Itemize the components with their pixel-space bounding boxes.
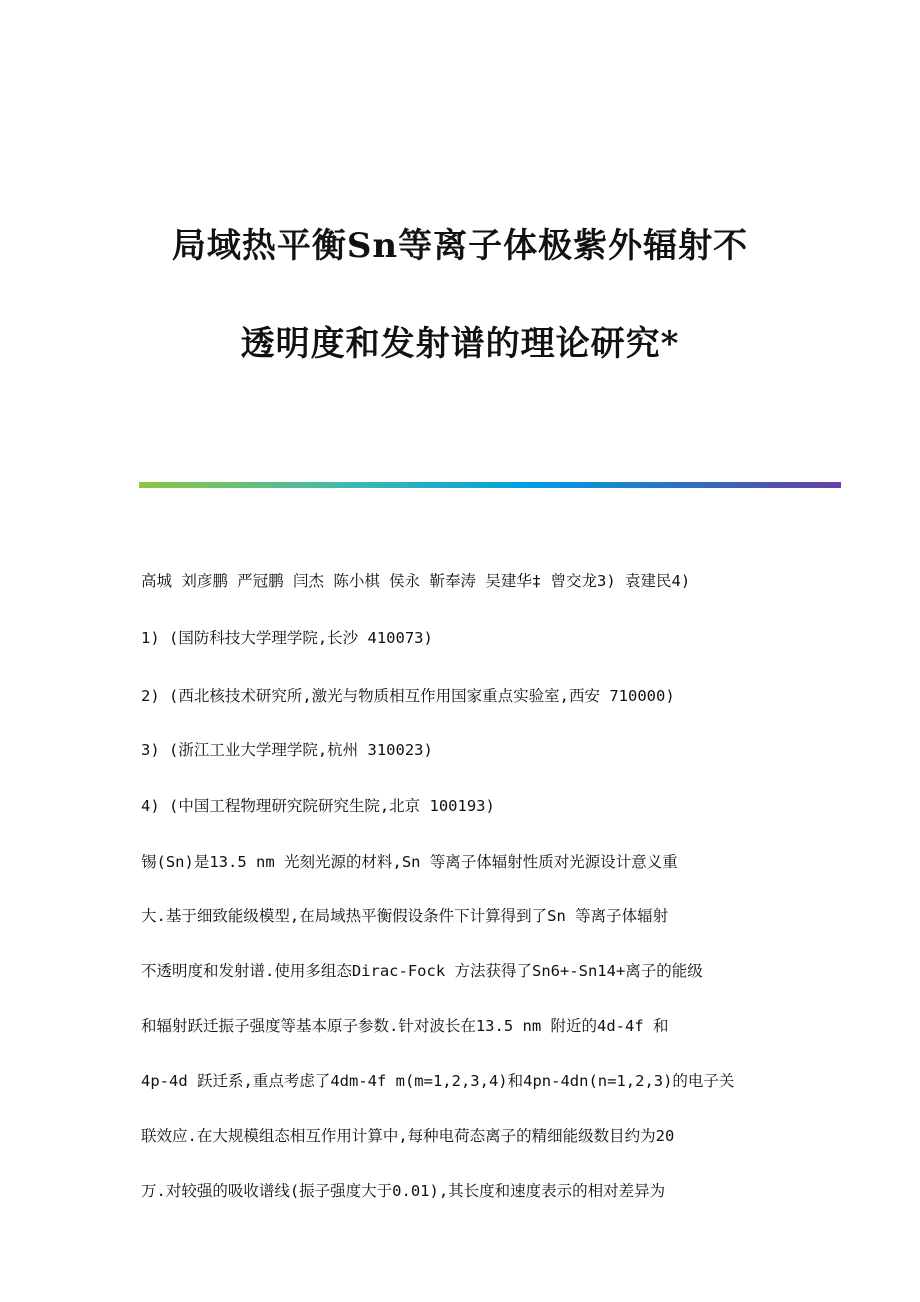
author-list: 高城 刘彦鹏 严冠鹏 闫杰 陈小棋 侯永 靳奉涛 吴建华‡ 曾交龙3) 袁建民4) — [141, 572, 691, 590]
abstract-line-4: 和辐射跃迁振子强度等基本原子参数.针对波长在13.5 nm 附近的4d-4f 和 — [141, 1017, 669, 1035]
abstract-line-3: 不透明度和发射谱.使用多组态Dirac-Fock 方法获得了Sn6+-Sn14+离子的能级 — [141, 962, 703, 980]
abstract-line-6: 联效应.在大规模组态相互作用计算中,每种电荷态离子的精细能级数目约为20 — [141, 1127, 675, 1145]
paper-title-line-1: 局域热平衡Sn等离子体极紫外辐射不 — [171, 226, 749, 266]
abstract-line-1: 锡(Sn)是13.5 nm 光刻光源的材料,Sn 等离子体辐射性质对光源设计意义重 — [141, 853, 678, 871]
abstract-line-5: 4p-4d 跃迁系,重点考虑了4dm-4f m(m=1,2,3,4)和4pn-4dn(n=1,2,3)的电子关 — [141, 1072, 735, 1090]
affiliation-3: 3) (浙江工业大学理学院,杭州 310023) — [141, 741, 433, 759]
affiliation-2: 2) (西北核技术研究所,激光与物质相互作用国家重点实验室,西安 710000) — [141, 687, 675, 705]
title-divider — [139, 482, 841, 488]
affiliation-1: 1) (国防科技大学理学院,长沙 410073) — [141, 629, 433, 647]
paper-title-line-2: 透明度和发射谱的理论研究* — [240, 324, 680, 364]
abstract-line-7: 万.对较强的吸收谱线(振子强度大于0.01),其长度和速度表示的相对差异为 — [141, 1182, 666, 1200]
abstract-line-2: 大.基于细致能级模型,在局域热平衡假设条件下计算得到了Sn 等离子体辐射 — [141, 907, 669, 925]
affiliation-4: 4) (中国工程物理研究院研究生院,北京 100193) — [141, 797, 495, 815]
